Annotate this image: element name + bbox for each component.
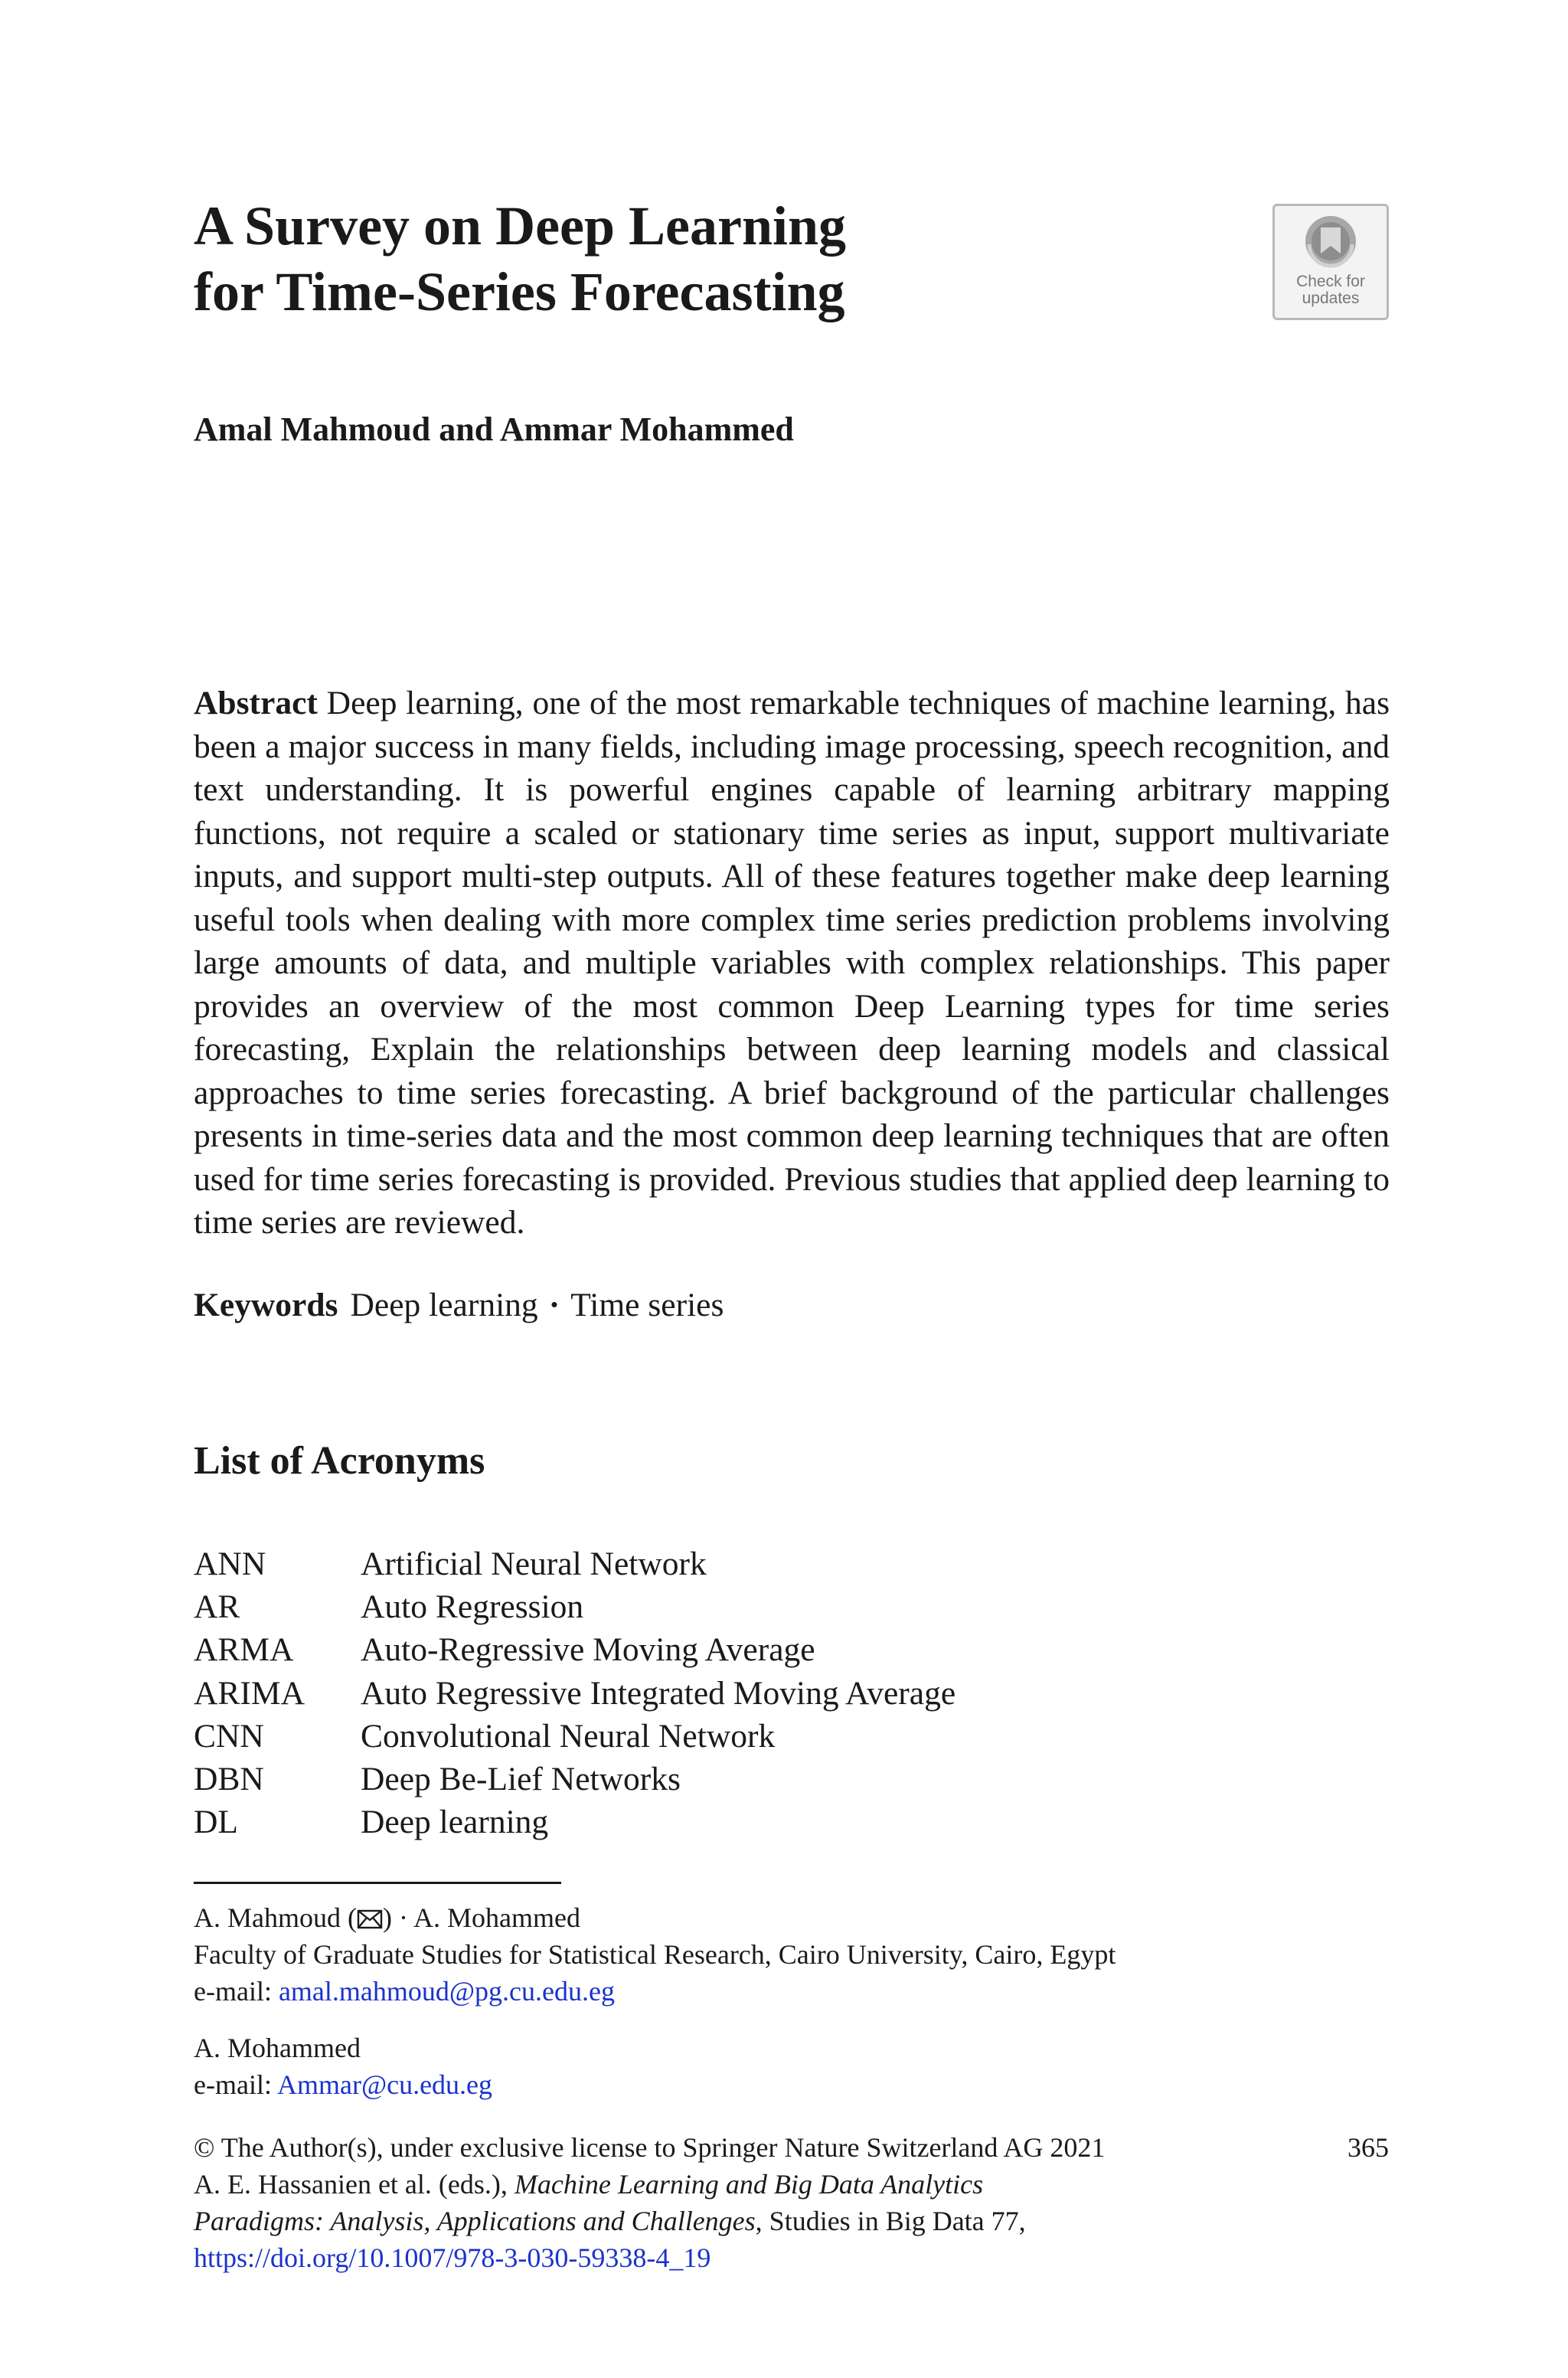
acronym-definition: Deep learning xyxy=(361,1804,549,1841)
series-info: , Studies in Big Data 77, xyxy=(755,2206,1026,2236)
keyword-item: Time series xyxy=(570,1287,724,1323)
acronym-row xyxy=(194,1801,956,1843)
doi-link[interactable]: https://doi.org/10.1007/978-3-030-59338-4_19 xyxy=(194,2242,711,2273)
acronym-definition: Artificial Neural Network xyxy=(361,1546,707,1582)
badge-line-1: Check for xyxy=(1296,273,1365,290)
citation-line-2 xyxy=(194,2203,1390,2239)
acronym-row xyxy=(194,1715,956,1758)
keywords-label: Keywords xyxy=(194,1287,338,1323)
email-link-author2[interactable]: Ammar@cu.edu.eg xyxy=(276,2069,493,2100)
acronyms-heading: List of Acronyms xyxy=(194,1439,485,1483)
author-line: A. Mahmoud ( ) · A. Mohammed xyxy=(194,1902,580,1933)
acronym-definition: Deep Be-Lief Networks xyxy=(361,1761,681,1798)
acronym-abbr: ARMA xyxy=(194,1631,294,1669)
keyword-separator: · xyxy=(548,1287,560,1323)
acronym-abbr: DBN xyxy=(194,1761,264,1798)
author-list: Amal Mahmoud and Ammar Mohammed xyxy=(194,411,794,448)
email-label: e-mail: xyxy=(194,1976,272,2007)
email-link-author1[interactable]: amal.mahmoud@pg.cu.edu.eg xyxy=(278,1976,615,2007)
acronym-row xyxy=(194,1672,956,1715)
acronym-definition: Auto Regressive Integrated Moving Average xyxy=(361,1674,956,1712)
badge-line-2: updates xyxy=(1302,289,1360,307)
email-label: e-mail: xyxy=(194,2069,272,2100)
author1-name: A. Mahmoud xyxy=(194,1902,341,1933)
check-updates-icon xyxy=(1300,214,1361,269)
check-for-updates-badge[interactable] xyxy=(1272,204,1389,320)
abstract xyxy=(194,682,1390,1245)
email-line-1 xyxy=(194,1973,1390,2010)
dot-separator: · xyxy=(399,1902,408,1933)
title-line-2: for Time-Series Forecasting xyxy=(194,261,845,322)
editors: A. E. Hassanien et al. (eds.), xyxy=(194,2169,508,2200)
footnote-divider xyxy=(194,1882,561,1884)
acronym-definition: Convolutional Neural Network xyxy=(361,1717,776,1755)
email-line-2 xyxy=(194,2066,1390,2103)
affiliation-block xyxy=(194,1899,1390,2010)
author2-name: A. Mohammed xyxy=(413,1902,580,1933)
book-title-part-2: Paradigms: Analysis, Applications and Challenges xyxy=(194,2206,756,2236)
acronym-abbr: CNN xyxy=(194,1717,264,1755)
keywords xyxy=(194,1284,724,1326)
page-number: 365 xyxy=(1348,2132,1389,2163)
acronym-row xyxy=(194,1628,956,1671)
institution: Faculty of Graduate Studies for Statistical Research, Cairo University, Cairo, Egypt xyxy=(194,1939,1116,1970)
acronym-definition: Auto Regression xyxy=(361,1588,584,1626)
acronym-row xyxy=(194,1585,956,1628)
acronym-row xyxy=(194,1758,956,1801)
acronym-row xyxy=(194,1542,956,1585)
second-author-block xyxy=(194,2030,1390,2103)
envelope-icon xyxy=(357,1909,383,1929)
acronym-abbr: ANN xyxy=(194,1546,266,1582)
acronym-list xyxy=(194,1542,956,1843)
citation-line-1 xyxy=(194,2166,1390,2203)
badge-text xyxy=(1275,273,1387,307)
acronym-abbr: ARIMA xyxy=(194,1674,305,1712)
keyword-item: Deep learning xyxy=(350,1287,538,1323)
acronym-abbr: AR xyxy=(194,1588,240,1626)
copyright-line: © The Author(s), under exclusive license to Springer Nature Switzerland AG 2021 xyxy=(194,2132,1106,2163)
abstract-text: Deep learning, one of the most remarkable techniques of machine learning, has been a major success in many fields, including image processing, speech recognition, and text understanding. It is powerful engines capable of learning arbitrary mapping functions, not require a scaled or stationary time series as input, support multivariate inputs, and support multi-step outputs. All of these features together make deep learning useful tools when dealing with more complex time series prediction problems involving large amounts of data, and multiple variables with complex relationships. This paper provides an overview of the most common Deep Learning types for time series forecasting, Explain the relationships between deep learning models and classical approaches to time series forecasting. A brief background of the particular challenges presents in time-series data and the most common deep learning techniques that are often used for time series forecasting is provided. Previous studies that applied deep learning to time series are reviewed. xyxy=(194,685,1390,1241)
acronym-abbr: DL xyxy=(194,1804,238,1841)
author2-block-name: A. Mohammed xyxy=(194,2033,361,2063)
title-line-1: A Survey on Deep Learning xyxy=(194,195,847,257)
book-title-part-1: Machine Learning and Big Data Analytics xyxy=(514,2169,984,2200)
abstract-label: Abstract xyxy=(194,685,318,721)
acronym-definition: Auto-Regressive Moving Average xyxy=(361,1631,815,1669)
paper-title xyxy=(194,193,1189,325)
copyright-block xyxy=(194,2129,1390,2276)
